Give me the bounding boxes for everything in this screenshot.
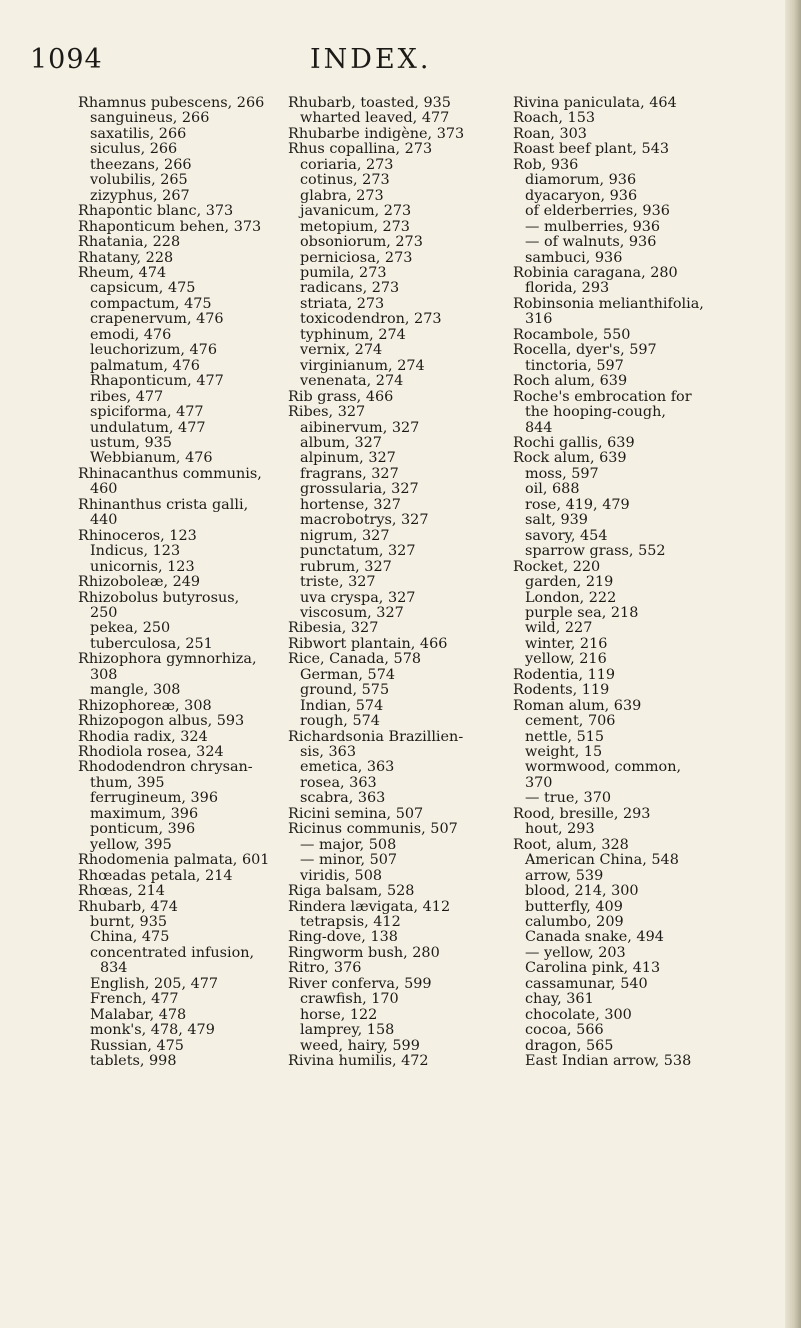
index-entry: Rhinanthus crista galli, — [78, 496, 249, 513]
index-entry: Ricini semina, 507 — [288, 805, 424, 822]
index-entry: Richardsonia Brazillien- — [288, 728, 464, 745]
index-entry: Ring-dove, 138 — [288, 929, 398, 946]
index-entry: hortense, 327 — [300, 496, 401, 513]
index-entry: palmatum, 476 — [90, 357, 200, 374]
index-entry: Rhatany, 228 — [78, 249, 174, 266]
index-entry: aibinervum, 327 — [300, 419, 420, 436]
index-entry: Rivina paniculata, 464 — [513, 95, 677, 111]
page-number: 1094 — [30, 44, 103, 75]
index-entry: — minor, 507 — [300, 852, 398, 869]
index-entry: Ricinus communis, 507 — [288, 821, 458, 838]
index-entry: Rhamnus pubescens, 266 — [78, 95, 265, 111]
index-entry: Rhatania, 228 — [78, 234, 181, 251]
index-entry: metopium, 273 — [300, 218, 410, 235]
index-entry: javanicum, 273 — [300, 203, 412, 220]
index-entry: saxatilis, 266 — [90, 125, 187, 142]
index-entry: Rhus copallina, 273 — [288, 141, 433, 158]
index-entry: China, 475 — [90, 929, 170, 946]
index-entry: diamorum, 936 — [525, 172, 637, 189]
index-entry: tinctoria, 597 — [525, 357, 624, 374]
index-entry: salt, 939 — [525, 512, 588, 529]
index-entry: uva cryspa, 327 — [300, 589, 416, 606]
index-entry: album, 327 — [300, 434, 382, 451]
index-entry: viridis, 508 — [300, 867, 383, 884]
index-entry: Ribwort plantain, 466 — [288, 635, 448, 652]
index-entry: Ribes, 327 — [288, 404, 366, 421]
index-entry: butterfly, 409 — [525, 898, 623, 915]
index-entry: Roch alum, 639 — [513, 373, 628, 390]
index-entry: typhinum, 274 — [300, 326, 406, 343]
index-entry: thum, 395 — [90, 774, 165, 791]
index-entry: yellow, 395 — [90, 836, 172, 853]
index-entry: ponticum, 396 — [90, 821, 196, 838]
index-entry: chay, 361 — [525, 991, 594, 1008]
index-entry: maximum, 396 — [90, 805, 199, 822]
index-entry: Roach, 153 — [513, 110, 596, 127]
index-entry: garden, 219 — [525, 574, 614, 591]
index-entry: concentrated infusion, — [90, 944, 255, 961]
index-entry: calumbo, 209 — [525, 914, 624, 931]
index-entry: Ritro, 376 — [288, 960, 362, 977]
index-entry: chocolate, 300 — [525, 1006, 632, 1023]
index-entry: Riga balsam, 528 — [288, 883, 415, 900]
index-entry: sambuci, 936 — [525, 249, 623, 266]
index-column-2 — [288, 96, 500, 1070]
index-entry: coriaria, 273 — [300, 156, 394, 173]
index-entry: Rivina humilis, 472 — [288, 1053, 429, 1070]
index-entry: rose, 419, 479 — [525, 496, 630, 513]
index-entry: radicans, 273 — [300, 280, 400, 297]
index-entry: 370 — [525, 774, 553, 791]
index-entry: Ribesia, 327 — [288, 620, 379, 637]
index-entry: Ringworm bush, 280 — [288, 944, 440, 961]
index-entry: Rock alum, 639 — [513, 450, 627, 467]
index-entry: sparrow grass, 552 — [525, 543, 666, 560]
index-entry: Roche's embrocation for — [513, 388, 692, 405]
index-entry: undulatum, 477 — [90, 419, 206, 436]
index-entry: London, 222 — [525, 589, 617, 606]
index-entry: horse, 122 — [300, 1006, 378, 1023]
index-entry: Rocket, 220 — [513, 558, 601, 575]
index-entry: — true, 370 — [525, 790, 612, 807]
index-entry: ribes, 477 — [90, 388, 164, 405]
index-entry: Roan, 303 — [513, 125, 587, 142]
index-entry: Rhizophora gymnorhiza, — [78, 651, 257, 668]
page-title: INDEX. — [310, 44, 432, 75]
index-entry: Rhinacanthus communis, — [78, 465, 262, 482]
index-entry: nigrum, 327 — [300, 527, 390, 544]
index-entry: 308 — [90, 666, 118, 683]
index-entry: unicornis, 123 — [90, 558, 195, 575]
index-entry: cassamunar, 540 — [525, 975, 648, 992]
index-entry: Rheum, 474 — [78, 264, 167, 281]
index-entry: 440 — [90, 512, 118, 529]
index-entry: Roman alum, 639 — [513, 697, 642, 714]
index-entry: — yellow, 203 — [525, 944, 626, 961]
index-entry: emodi, 476 — [90, 326, 172, 343]
index-entry: scabra, 363 — [300, 790, 386, 807]
index-entry: 844 — [525, 419, 553, 436]
index-entry: Rob, 936 — [513, 156, 579, 173]
index-entry: Rhizopogon albus, 593 — [78, 713, 245, 730]
index-entry: lamprey, 158 — [300, 1022, 395, 1039]
index-entry: purple sea, 218 — [525, 604, 639, 621]
page-edge — [785, 0, 801, 1328]
index-entry: — major, 508 — [300, 836, 397, 853]
index-entry: venenata, 274 — [300, 373, 404, 390]
index-entry: Webbianum, 476 — [90, 450, 213, 467]
index-entry: Rocambole, 550 — [513, 326, 631, 343]
index-entry: nettle, 515 — [525, 728, 605, 745]
index-entry: siculus, 266 — [90, 141, 178, 158]
index-entry: Carolina pink, 413 — [525, 960, 661, 977]
page-header — [0, 44, 801, 84]
index-entry: fragrans, 327 — [300, 465, 399, 482]
index-entry: tetrapsis, 412 — [300, 914, 401, 931]
index-entry: Rhubarb, 474 — [78, 898, 178, 915]
index-entry: German, 574 — [300, 666, 396, 683]
index-entry: wild, 227 — [525, 620, 593, 637]
index-entry: — mulberries, 936 — [525, 218, 661, 235]
index-entry: cotinus, 273 — [300, 172, 390, 189]
index-entry: tablets, 998 — [90, 1053, 177, 1070]
index-entry: triste, 327 — [300, 574, 376, 591]
index-entry: weed, hairy, 599 — [300, 1037, 420, 1054]
index-entry: perniciosa, 273 — [300, 249, 413, 266]
index-entry: dragon, 565 — [525, 1037, 614, 1054]
index-entry: ferrugineum, 396 — [90, 790, 218, 807]
index-entry: 250 — [90, 604, 118, 621]
index-entry: Rhœas, 214 — [78, 883, 165, 900]
index-entry: mangle, 308 — [90, 682, 181, 699]
index-entry: Roast beef plant, 543 — [513, 141, 670, 158]
index-entry: volubilis, 265 — [90, 172, 188, 189]
index-entry: Rhœadas petala, 214 — [78, 867, 233, 884]
index-entry: Rocella, dyer's, 597 — [513, 342, 657, 359]
index-entry: French, 477 — [90, 991, 179, 1008]
index-entry: the hooping-cough, — [525, 404, 666, 421]
index-entry: American China, 548 — [525, 852, 679, 869]
index-entry: Malabar, 478 — [90, 1006, 187, 1023]
index-entry: Rindera lævigata, 412 — [288, 898, 451, 915]
index-entry: rough, 574 — [300, 713, 380, 730]
index-entry: Rhodia radix, 324 — [78, 728, 208, 745]
index-entry: savory, 454 — [525, 527, 608, 544]
index-entry: sanguineus, 266 — [90, 110, 210, 127]
index-entry: leuchorizum, 476 — [90, 342, 217, 359]
index-entry: arrow, 539 — [525, 867, 604, 884]
index-entry: Root, alum, 328 — [513, 836, 629, 853]
index-entry: Rhodomenia palmata, 601 — [78, 852, 270, 869]
index-entry: viscosum, 327 — [300, 604, 404, 621]
index-entry: Robinsonia melianthifolia, — [513, 295, 704, 312]
index-entry: crawfish, 170 — [300, 991, 399, 1008]
index-column-3 — [513, 96, 735, 1070]
index-entry: spiciforma, 477 — [90, 404, 204, 421]
index-entry: Indicus, 123 — [90, 543, 181, 560]
index-entry: cement, 706 — [525, 713, 616, 730]
index-entry: Rice, Canada, 578 — [288, 651, 422, 668]
index-entry: River conferva, 599 — [288, 975, 432, 992]
index-entry: Rhododendron chrysan- — [78, 759, 253, 776]
index-entry: Rood, bresille, 293 — [513, 805, 651, 822]
index-entry: East Indian arrow, 538 — [525, 1053, 692, 1070]
index-entry: English, 205, 477 — [90, 975, 219, 992]
index-entry: rubrum, 327 — [300, 558, 392, 575]
index-entry: rosea, 363 — [300, 774, 377, 791]
index-entry: winter, 216 — [525, 635, 608, 652]
index-entry: 834 — [100, 960, 128, 977]
index-entry: crapenervum, 476 — [90, 311, 224, 328]
index-entry: pekea, 250 — [90, 620, 171, 637]
index-entry: obsoniorum, 273 — [300, 234, 423, 251]
index-entry: Rhinoceros, 123 — [78, 527, 197, 544]
index-entry: Rhubarb, toasted, 935 — [288, 95, 451, 111]
index-entry: Rhaponticum behen, 373 — [78, 218, 262, 235]
index-entry: zizyphus, 267 — [90, 187, 190, 204]
index-entry: Rhizophoreæ, 308 — [78, 697, 212, 714]
index-entry: glabra, 273 — [300, 187, 384, 204]
index-entry: Rib grass, 466 — [288, 388, 394, 405]
index-entry: Russian, 475 — [90, 1037, 184, 1054]
index-entry: blood, 214, 300 — [525, 883, 639, 900]
index-entry: weight, 15 — [525, 744, 603, 761]
index-entry: alpinum, 327 — [300, 450, 396, 467]
index-entry: burnt, 935 — [90, 914, 168, 931]
index-entry: Canada snake, 494 — [525, 929, 664, 946]
index-entry: tuberculosa, 251 — [90, 635, 213, 652]
index-entry: wharted leaved, 477 — [300, 110, 450, 127]
index-entry: pumila, 273 — [300, 264, 387, 281]
index-column-1 — [78, 96, 278, 1070]
index-entry: Robinia caragana, 280 — [513, 264, 678, 281]
index-entry: Rhapontic blanc, 373 — [78, 203, 234, 220]
index-entry: of elderberries, 936 — [525, 203, 670, 220]
index-entry: — of walnuts, 936 — [525, 234, 657, 251]
index-entry: hout, 293 — [525, 821, 595, 838]
index-entry: monk's, 478, 479 — [90, 1022, 215, 1039]
index-entry: compactum, 475 — [90, 295, 212, 312]
index-entry: cocoa, 566 — [525, 1022, 604, 1039]
index-entry: toxicodendron, 273 — [300, 311, 442, 328]
index-entry: moss, 597 — [525, 465, 599, 482]
index-entry: florida, 293 — [525, 280, 610, 297]
index-entry: punctatum, 327 — [300, 543, 416, 560]
index-entry: sis, 363 — [300, 744, 356, 761]
index-entry: vernix, 274 — [300, 342, 383, 359]
index-entry: macrobotrys, 327 — [300, 512, 429, 529]
index-entry: yellow, 216 — [525, 651, 607, 668]
index-entry: ground, 575 — [300, 682, 390, 699]
index-entry: virginianum, 274 — [300, 357, 425, 374]
index-entry: Rhizobolus butyrosus, — [78, 589, 240, 606]
index-entry: theezans, 266 — [90, 156, 192, 173]
index-entry: Rodentia, 119 — [513, 666, 616, 683]
index-entry: 316 — [525, 311, 553, 328]
index-entry: Rhizoboleæ, 249 — [78, 574, 201, 591]
index-entry: wormwood, common, — [525, 759, 682, 776]
index-entry: Indian, 574 — [300, 697, 384, 714]
index-entry: emetica, 363 — [300, 759, 395, 776]
index-entry: capsicum, 475 — [90, 280, 196, 297]
index-entry: dyacaryon, 936 — [525, 187, 638, 204]
index-entry: Rodents, 119 — [513, 682, 610, 699]
index-entry: Rhaponticum, 477 — [90, 373, 224, 390]
index-entry: Rochi gallis, 639 — [513, 434, 635, 451]
index-entry: Rhodiola rosea, 324 — [78, 744, 224, 761]
index-entry: 460 — [90, 481, 118, 498]
index-entry: striata, 273 — [300, 295, 385, 312]
index-entry: oil, 688 — [525, 481, 580, 498]
index-entry: ustum, 935 — [90, 434, 172, 451]
index-entry: grossularia, 327 — [300, 481, 419, 498]
index-entry: Rhubarbe indigène, 373 — [288, 125, 465, 142]
